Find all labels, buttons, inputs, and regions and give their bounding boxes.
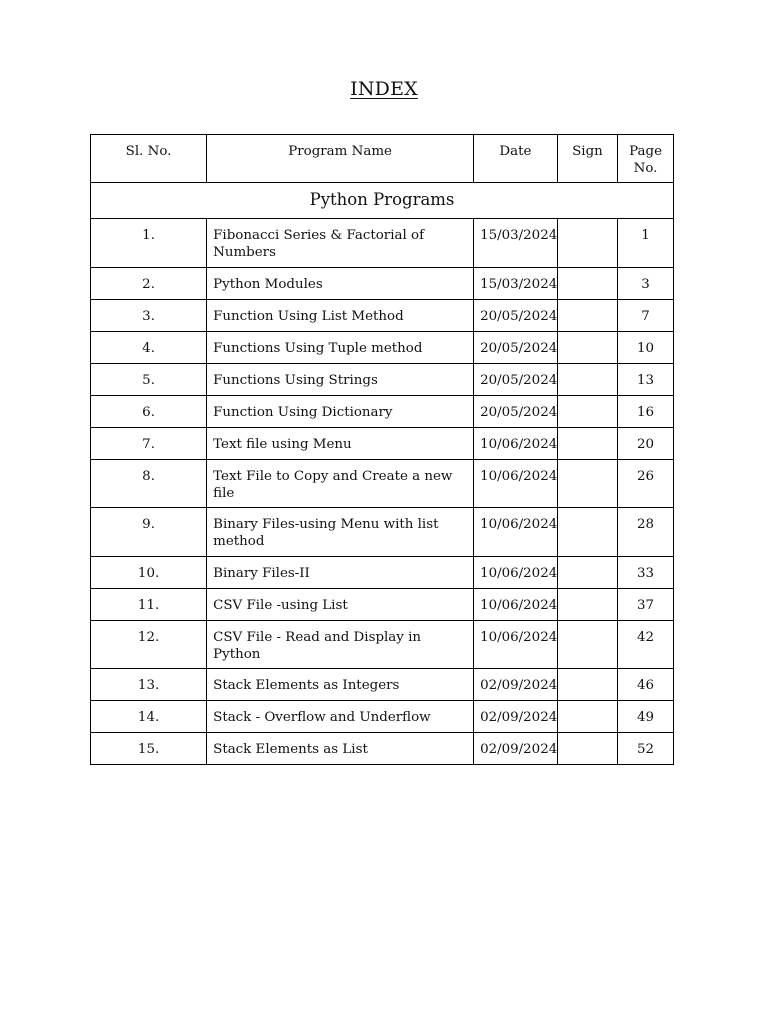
cell-program-name: Binary Files-II (207, 557, 474, 589)
header-page-no: Page No. (618, 135, 674, 183)
cell-sl-no: 4. (91, 332, 207, 364)
cell-sign (557, 300, 617, 332)
section-title: Python Programs (91, 183, 674, 219)
cell-date: 15/03/2024 (474, 268, 558, 300)
cell-sign (557, 733, 617, 765)
table-row (91, 396, 674, 428)
cell-date: 20/05/2024 (474, 332, 558, 364)
table-row (91, 332, 674, 364)
cell-program-name: Text file using Menu (207, 428, 474, 460)
table-row (91, 300, 674, 332)
cell-sign (557, 332, 617, 364)
page-title: INDEX (350, 78, 418, 100)
cell-sl-no: 2. (91, 268, 207, 300)
cell-sign (557, 701, 617, 733)
table-row (91, 589, 674, 621)
cell-sl-no: 13. (91, 669, 207, 701)
table-row (91, 701, 674, 733)
cell-page-no: 10 (618, 332, 674, 364)
cell-sl-no: 5. (91, 364, 207, 396)
cell-sign (557, 428, 617, 460)
cell-sl-no: 14. (91, 701, 207, 733)
header-program-name: Program Name (207, 135, 474, 183)
cell-program-name: Text File to Copy and Create a new file (207, 460, 474, 508)
cell-program-name: Function Using Dictionary (207, 396, 474, 428)
cell-sign (557, 364, 617, 396)
cell-sign (557, 589, 617, 621)
cell-program-name: Function Using List Method (207, 300, 474, 332)
cell-date: 02/09/2024 (474, 669, 558, 701)
cell-date: 20/05/2024 (474, 364, 558, 396)
cell-date: 10/06/2024 (474, 460, 558, 508)
cell-sl-no: 15. (91, 733, 207, 765)
cell-sign (557, 508, 617, 557)
header-sign: Sign (557, 135, 617, 183)
table-row (91, 364, 674, 396)
table-row (91, 733, 674, 765)
cell-page-no: 46 (618, 669, 674, 701)
cell-sl-no: 3. (91, 300, 207, 332)
cell-sign (557, 557, 617, 589)
cell-program-name: CSV File -using List (207, 589, 474, 621)
table-row (91, 460, 674, 508)
index-table (90, 134, 674, 765)
header-date: Date (474, 135, 558, 183)
cell-sl-no: 9. (91, 508, 207, 557)
cell-date: 20/05/2024 (474, 300, 558, 332)
cell-page-no: 28 (618, 508, 674, 557)
cell-sign (557, 621, 617, 669)
cell-program-name: Functions Using Strings (207, 364, 474, 396)
table-row (91, 268, 674, 300)
cell-page-no: 33 (618, 557, 674, 589)
cell-sign (557, 460, 617, 508)
table-row (91, 508, 674, 557)
section-row (91, 183, 674, 219)
table-row (91, 621, 674, 669)
cell-date: 20/05/2024 (474, 396, 558, 428)
header-sl-no: Sl. No. (91, 135, 207, 183)
cell-page-no: 1 (618, 219, 674, 268)
table-row (91, 669, 674, 701)
cell-sign (557, 396, 617, 428)
cell-program-name: Python Modules (207, 268, 474, 300)
header-row (91, 135, 674, 183)
table-row (91, 428, 674, 460)
cell-page-no: 37 (618, 589, 674, 621)
cell-sl-no: 12. (91, 621, 207, 669)
cell-page-no: 26 (618, 460, 674, 508)
cell-page-no: 20 (618, 428, 674, 460)
cell-program-name: Functions Using Tuple method (207, 332, 474, 364)
cell-sign (557, 219, 617, 268)
cell-sign (557, 669, 617, 701)
cell-date: 02/09/2024 (474, 733, 558, 765)
cell-date: 10/06/2024 (474, 589, 558, 621)
cell-page-no: 13 (618, 364, 674, 396)
cell-page-no: 42 (618, 621, 674, 669)
cell-sl-no: 6. (91, 396, 207, 428)
cell-page-no: 16 (618, 396, 674, 428)
table-row (91, 219, 674, 268)
cell-sl-no: 1. (91, 219, 207, 268)
cell-sl-no: 8. (91, 460, 207, 508)
table-row (91, 557, 674, 589)
cell-sign (557, 268, 617, 300)
cell-program-name: Binary Files-using Menu with list method (207, 508, 474, 557)
cell-program-name: Stack - Overflow and Underflow (207, 701, 474, 733)
cell-sl-no: 11. (91, 589, 207, 621)
cell-sl-no: 10. (91, 557, 207, 589)
cell-page-no: 49 (618, 701, 674, 733)
cell-program-name: Stack Elements as List (207, 733, 474, 765)
cell-date: 10/06/2024 (474, 428, 558, 460)
cell-date: 10/06/2024 (474, 621, 558, 669)
cell-program-name: Stack Elements as Integers (207, 669, 474, 701)
cell-sl-no: 7. (91, 428, 207, 460)
cell-date: 15/03/2024 (474, 219, 558, 268)
cell-page-no: 7 (618, 300, 674, 332)
cell-date: 02/09/2024 (474, 701, 558, 733)
cell-date: 10/06/2024 (474, 508, 558, 557)
cell-program-name: CSV File - Read and Display in Python (207, 621, 474, 669)
cell-page-no: 52 (618, 733, 674, 765)
cell-program-name: Fibonacci Series & Factorial of Numbers (207, 219, 474, 268)
cell-page-no: 3 (618, 268, 674, 300)
cell-date: 10/06/2024 (474, 557, 558, 589)
